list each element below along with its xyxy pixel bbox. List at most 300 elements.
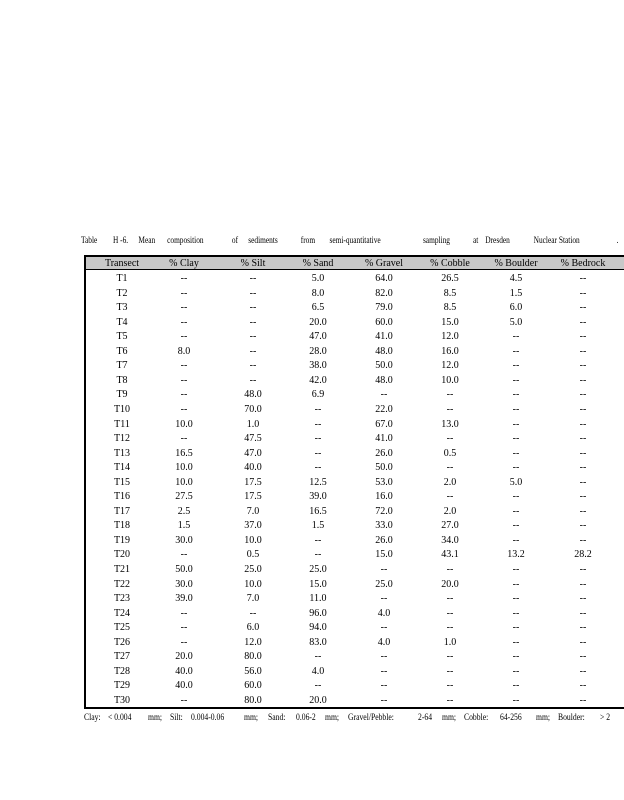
cell-silt: 47.5 <box>244 433 262 445</box>
footnote-word: Gravel/Pebble: <box>348 712 394 722</box>
caption-word: at <box>472 235 479 245</box>
cell-boulder: -- <box>512 651 520 663</box>
cell-boulder: -- <box>512 505 520 517</box>
cell-boulder: -- <box>512 622 520 634</box>
cell-silt: 7.0 <box>246 593 260 605</box>
cell-transect: T25 <box>113 622 131 634</box>
cell-transect: T26 <box>113 636 131 648</box>
header-transect: Transect <box>104 258 140 269</box>
table-row <box>86 418 624 433</box>
caption-word: composition <box>167 235 204 245</box>
cell-bedrock: -- <box>579 316 587 328</box>
cell-clay: -- <box>180 549 188 561</box>
cell-boulder: -- <box>512 607 520 619</box>
footnote-word: 2-64 <box>418 712 433 722</box>
cell-silt: 60.0 <box>244 680 262 692</box>
table-row <box>86 388 624 403</box>
cell-cobble: -- <box>446 607 454 619</box>
cell-sand: -- <box>314 403 322 415</box>
cell-sand: 16.5 <box>309 505 327 517</box>
cell-transect: T28 <box>113 665 131 677</box>
cell-bedrock: -- <box>579 578 587 590</box>
caption-word: semi-quantitative <box>329 235 381 245</box>
caption-word: Table <box>81 235 98 245</box>
cell-gravel: 41.0 <box>375 433 393 445</box>
cell-transect: T14 <box>113 462 131 474</box>
cell-gravel: -- <box>380 665 388 677</box>
table-header-row <box>86 257 624 270</box>
cell-cobble: 1.0 <box>443 636 457 648</box>
cell-sand: 39.0 <box>309 491 327 503</box>
table-row <box>86 679 624 694</box>
cell-silt: 56.0 <box>244 665 262 677</box>
cell-gravel: 48.0 <box>375 374 393 386</box>
cell-bedrock: -- <box>579 389 587 401</box>
cell-cobble: 26.5 <box>441 273 459 284</box>
cell-boulder: -- <box>512 636 520 648</box>
cell-gravel: 16.0 <box>375 491 393 503</box>
cell-cobble: -- <box>446 593 454 605</box>
cell-sand: 94.0 <box>309 622 327 634</box>
table-row <box>86 272 624 287</box>
cell-clay: 1.5 <box>177 520 191 532</box>
cell-cobble: 15.0 <box>441 316 459 328</box>
cell-transect: T20 <box>113 549 131 561</box>
cell-bedrock: -- <box>579 403 587 415</box>
cell-cobble: -- <box>446 389 454 401</box>
cell-transect: T11 <box>114 418 130 430</box>
cell-cobble: 16.0 <box>441 345 459 357</box>
table-row <box>86 563 624 578</box>
cell-silt: 10.0 <box>244 578 262 590</box>
cell-sand: -- <box>314 651 322 663</box>
footnote-word: mm; <box>325 712 340 722</box>
cell-boulder: -- <box>512 694 520 706</box>
cell-silt: -- <box>249 273 257 284</box>
header-boulder: % Boulder <box>494 258 538 269</box>
cell-boulder: -- <box>512 374 520 386</box>
cell-boulder: -- <box>512 418 520 430</box>
footnote-word: mm; <box>148 712 163 722</box>
cell-boulder: -- <box>512 345 520 357</box>
cell-silt: -- <box>249 360 257 372</box>
cell-transect: T18 <box>113 520 131 532</box>
cell-boulder: -- <box>512 578 520 590</box>
cell-bedrock: -- <box>579 447 587 459</box>
cell-cobble: 12.0 <box>441 360 459 372</box>
cell-silt: 17.5 <box>244 476 262 488</box>
cell-cobble: 27.0 <box>441 520 459 532</box>
cell-gravel: 41.0 <box>375 331 393 343</box>
cell-bedrock: -- <box>579 622 587 634</box>
cell-bedrock: -- <box>579 418 587 430</box>
cell-boulder: 1.5 <box>509 287 523 299</box>
cell-silt: 25.0 <box>244 564 262 575</box>
cell-boulder: 5.0 <box>509 316 523 328</box>
cell-sand: 28.0 <box>309 345 327 357</box>
footnote-word: Boulder: <box>558 712 585 722</box>
cell-sand: -- <box>314 418 322 430</box>
cell-silt: -- <box>249 331 257 343</box>
cell-clay: -- <box>180 433 188 445</box>
cell-bedrock: -- <box>579 433 587 445</box>
cell-gravel: 50.0 <box>375 360 393 372</box>
cell-bedrock: -- <box>579 694 587 706</box>
table-row <box>86 301 624 316</box>
cell-cobble: -- <box>446 680 454 692</box>
cell-transect: T12 <box>113 433 131 445</box>
cell-silt: 37.0 <box>244 520 262 532</box>
cell-boulder: -- <box>512 491 520 503</box>
cell-clay: 20.0 <box>175 651 193 663</box>
cell-bedrock: -- <box>579 287 587 299</box>
cell-transect: T17 <box>113 505 131 517</box>
table-row <box>86 621 624 636</box>
caption-word: . <box>616 235 619 245</box>
cell-boulder: -- <box>512 462 520 474</box>
caption-word: of <box>231 235 239 245</box>
cell-silt: 70.0 <box>244 403 262 415</box>
cell-bedrock: -- <box>579 462 587 474</box>
cell-silt: 10.0 <box>244 534 262 546</box>
footnote-word: mm; <box>244 712 259 722</box>
cell-transect: T23 <box>113 593 131 605</box>
table-row <box>86 636 624 651</box>
cell-bedrock: -- <box>579 360 587 372</box>
cell-transect: T24 <box>113 607 131 619</box>
caption-word: sampling <box>422 235 450 245</box>
header-bedrock: % Bedrock <box>560 258 606 269</box>
cell-clay: 30.0 <box>175 578 193 590</box>
cell-sand: 1.5 <box>311 520 325 532</box>
cell-gravel: 22.0 <box>375 403 393 415</box>
cell-boulder: -- <box>512 403 520 415</box>
cell-clay: -- <box>180 374 188 386</box>
cell-clay: 40.0 <box>175 680 193 692</box>
cell-cobble: -- <box>446 462 454 474</box>
cell-clay: -- <box>180 607 188 619</box>
cell-gravel: 15.0 <box>375 549 393 561</box>
cell-sand: 11.0 <box>309 593 327 605</box>
header-silt: % Silt <box>240 258 266 269</box>
table-row <box>86 345 624 360</box>
cell-sand: 42.0 <box>309 374 327 386</box>
cell-sand: -- <box>314 447 322 459</box>
cell-gravel: 53.0 <box>375 476 393 488</box>
cell-clay: 10.0 <box>175 476 193 488</box>
caption-word: H -6. <box>112 235 129 245</box>
caption-word: sediments <box>248 235 278 245</box>
footnote-word: 0.004-0.06 <box>191 712 225 722</box>
cell-bedrock: -- <box>579 564 587 575</box>
cell-gravel: 64.0 <box>375 273 393 284</box>
table-row <box>86 505 624 520</box>
cell-transect: T13 <box>113 447 131 459</box>
table-row <box>86 403 624 418</box>
cell-sand: 4.0 <box>311 665 325 677</box>
table-row <box>86 578 624 593</box>
cell-bedrock: -- <box>579 331 587 343</box>
cell-boulder: -- <box>512 433 520 445</box>
cell-bedrock: -- <box>579 345 587 357</box>
cell-clay: -- <box>180 360 188 372</box>
cell-transect: T9 <box>116 389 128 401</box>
cell-boulder: -- <box>512 331 520 343</box>
cell-clay: 40.0 <box>175 665 193 677</box>
cell-silt: 80.0 <box>244 651 262 663</box>
cell-clay: 50.0 <box>175 564 193 575</box>
cell-gravel: -- <box>380 564 388 575</box>
cell-sand: 6.9 <box>311 389 325 401</box>
cell-clay: 30.0 <box>175 534 193 546</box>
cell-cobble: -- <box>446 694 454 706</box>
cell-gravel: -- <box>380 593 388 605</box>
cell-cobble: 34.0 <box>441 534 459 546</box>
table-row <box>86 476 624 491</box>
cell-sand: -- <box>314 549 322 561</box>
table-row <box>86 592 624 607</box>
table-row <box>86 447 624 462</box>
header-cobble: % Cobble <box>430 258 470 269</box>
cell-gravel: -- <box>380 651 388 663</box>
cell-bedrock: -- <box>579 593 587 605</box>
cell-gravel: 4.0 <box>377 636 391 648</box>
header-gravel: % Gravel <box>364 258 404 269</box>
cell-transect: T2 <box>116 287 128 299</box>
cell-gravel: 25.0 <box>375 578 393 590</box>
table-row <box>86 650 624 665</box>
cell-gravel: -- <box>380 680 388 692</box>
cell-boulder: -- <box>512 447 520 459</box>
cell-silt: 0.5 <box>246 549 260 561</box>
cell-cobble: -- <box>446 433 454 445</box>
cell-cobble: 20.0 <box>441 578 459 590</box>
cell-boulder: -- <box>512 534 520 546</box>
cell-bedrock: -- <box>579 680 587 692</box>
cell-bedrock: -- <box>579 476 587 488</box>
footnote-word: 0.06-2 <box>296 712 316 722</box>
cell-sand: 25.0 <box>309 564 327 575</box>
cell-cobble: 8.5 <box>443 287 457 299</box>
cell-cobble: -- <box>446 622 454 634</box>
sediment-table <box>84 255 624 709</box>
cell-bedrock: -- <box>579 491 587 503</box>
cell-cobble: -- <box>446 491 454 503</box>
cell-transect: T6 <box>116 345 128 357</box>
cell-bedrock: -- <box>579 374 587 386</box>
cell-gravel: 50.0 <box>375 462 393 474</box>
cell-clay: 2.5 <box>177 505 191 517</box>
cell-sand: 20.0 <box>309 694 327 706</box>
cell-silt: 7.0 <box>246 505 260 517</box>
cell-sand: 96.0 <box>309 607 327 619</box>
cell-clay: -- <box>180 331 188 343</box>
cell-silt: 40.0 <box>244 462 262 474</box>
table-row <box>86 607 624 622</box>
cell-cobble: 10.0 <box>441 374 459 386</box>
cell-silt: 12.0 <box>244 636 262 648</box>
cell-clay: 39.0 <box>175 593 193 605</box>
cell-cobble: 2.0 <box>443 505 457 517</box>
cell-silt: -- <box>249 345 257 357</box>
cell-cobble: -- <box>446 403 454 415</box>
cell-boulder: 4.5 <box>509 273 523 284</box>
cell-silt: -- <box>249 287 257 299</box>
cell-clay: -- <box>180 694 188 706</box>
table-row <box>86 374 624 389</box>
cell-transect: T4 <box>116 316 128 328</box>
table-row <box>86 548 624 563</box>
cell-boulder: -- <box>512 360 520 372</box>
cell-clay: -- <box>180 622 188 634</box>
cell-transect: T15 <box>113 476 131 488</box>
footnote-word: Clay: <box>84 712 101 722</box>
cell-clay: -- <box>180 302 188 314</box>
caption-word: Nuclear Station <box>533 235 580 245</box>
cell-clay: -- <box>180 636 188 648</box>
cell-bedrock: -- <box>579 607 587 619</box>
cell-gravel: 72.0 <box>375 505 393 517</box>
cell-transect: T30 <box>113 694 131 706</box>
cell-gravel: 26.0 <box>375 447 393 459</box>
table-row <box>86 330 624 345</box>
cell-sand: -- <box>314 680 322 692</box>
cell-silt: 6.0 <box>246 622 260 634</box>
cell-cobble: 13.0 <box>441 418 459 430</box>
cell-silt: -- <box>249 374 257 386</box>
cell-sand: 47.0 <box>309 331 327 343</box>
cell-transect: T19 <box>113 534 131 546</box>
cell-bedrock: 28.2 <box>574 549 592 561</box>
cell-gravel: 26.0 <box>375 534 393 546</box>
cell-boulder: 13.2 <box>507 549 525 561</box>
cell-silt: -- <box>249 316 257 328</box>
cell-gravel: 4.0 <box>377 607 391 619</box>
cell-sand: 83.0 <box>309 636 327 648</box>
table-row <box>86 287 624 302</box>
cell-bedrock: -- <box>579 534 587 546</box>
cell-cobble: 43.1 <box>441 549 459 561</box>
cell-clay: -- <box>180 287 188 299</box>
cell-gravel: 79.0 <box>375 302 393 314</box>
cell-boulder: -- <box>512 564 520 575</box>
cell-bedrock: -- <box>579 302 587 314</box>
table-row <box>86 665 624 680</box>
cell-boulder: -- <box>512 680 520 692</box>
cell-sand: 6.5 <box>311 302 325 314</box>
cell-boulder: -- <box>512 593 520 605</box>
cell-clay: 8.0 <box>177 345 191 357</box>
cell-cobble: 8.5 <box>443 302 457 314</box>
table-row <box>86 432 624 447</box>
cell-silt: -- <box>249 302 257 314</box>
cell-gravel: 60.0 <box>375 316 393 328</box>
cell-silt: 17.5 <box>244 491 262 503</box>
cell-sand: 8.0 <box>311 287 325 299</box>
cell-transect: T16 <box>113 491 131 503</box>
cell-boulder: -- <box>512 665 520 677</box>
table-row <box>86 534 624 549</box>
table-row <box>86 359 624 374</box>
footnote-word: mm; <box>442 712 457 722</box>
cell-sand: 38.0 <box>309 360 327 372</box>
header-clay: % Clay <box>169 258 199 269</box>
cell-clay: -- <box>180 389 188 401</box>
cell-sand: 20.0 <box>309 316 327 328</box>
cell-cobble: -- <box>446 564 454 575</box>
footnote-word: mm; <box>536 712 551 722</box>
footnote-word: < 0.004 <box>108 712 132 722</box>
cell-silt: 1.0 <box>246 418 260 430</box>
cell-clay: -- <box>180 273 188 284</box>
table-row <box>86 519 624 534</box>
table-footnote <box>84 712 624 724</box>
cell-clay: 16.5 <box>175 447 193 459</box>
cell-silt: 80.0 <box>244 694 262 706</box>
table-row <box>86 490 624 505</box>
cell-silt: -- <box>249 607 257 619</box>
table-caption <box>81 235 619 247</box>
cell-bedrock: -- <box>579 273 587 284</box>
cell-sand: -- <box>314 534 322 546</box>
cell-boulder: -- <box>512 520 520 532</box>
cell-transect: T7 <box>116 360 128 372</box>
cell-sand: -- <box>314 462 322 474</box>
cell-sand: -- <box>314 433 322 445</box>
cell-sand: 12.5 <box>309 476 327 488</box>
cell-boulder: 5.0 <box>509 476 523 488</box>
cell-gravel: -- <box>380 622 388 634</box>
cell-bedrock: -- <box>579 665 587 677</box>
footnote-word: 64-256 <box>500 712 522 722</box>
cell-cobble: 12.0 <box>441 331 459 343</box>
cell-clay: 10.0 <box>175 418 193 430</box>
cell-transect: T8 <box>116 374 128 386</box>
cell-transect: T10 <box>113 403 131 415</box>
cell-clay: 27.5 <box>175 491 193 503</box>
cell-gravel: 48.0 <box>375 345 393 357</box>
cell-transect: T5 <box>116 331 128 343</box>
cell-gravel: -- <box>380 389 388 401</box>
header-sand: % Sand <box>302 258 334 269</box>
cell-boulder: 6.0 <box>509 302 523 314</box>
cell-transect: T1 <box>116 273 128 284</box>
cell-silt: 48.0 <box>244 389 262 401</box>
cell-bedrock: -- <box>579 505 587 517</box>
footnote-word: Sand: <box>268 712 286 722</box>
cell-transect: T3 <box>116 302 128 314</box>
table-row <box>86 694 624 709</box>
cell-transect: T21 <box>113 564 131 575</box>
cell-gravel: -- <box>380 694 388 706</box>
cell-clay: -- <box>180 316 188 328</box>
cell-cobble: 2.0 <box>443 476 457 488</box>
cell-bedrock: -- <box>579 651 587 663</box>
cell-boulder: -- <box>512 389 520 401</box>
cell-bedrock: -- <box>579 636 587 648</box>
cell-cobble: -- <box>446 665 454 677</box>
cell-sand: 5.0 <box>311 273 325 284</box>
cell-gravel: 82.0 <box>375 287 393 299</box>
caption-word: Mean <box>138 235 156 245</box>
cell-transect: T22 <box>113 578 131 590</box>
cell-sand: 15.0 <box>309 578 327 590</box>
cell-gravel: 67.0 <box>375 418 393 430</box>
cell-transect: T29 <box>113 680 131 692</box>
table-row <box>86 316 624 331</box>
cell-cobble: -- <box>446 651 454 663</box>
cell-clay: 10.0 <box>175 462 193 474</box>
